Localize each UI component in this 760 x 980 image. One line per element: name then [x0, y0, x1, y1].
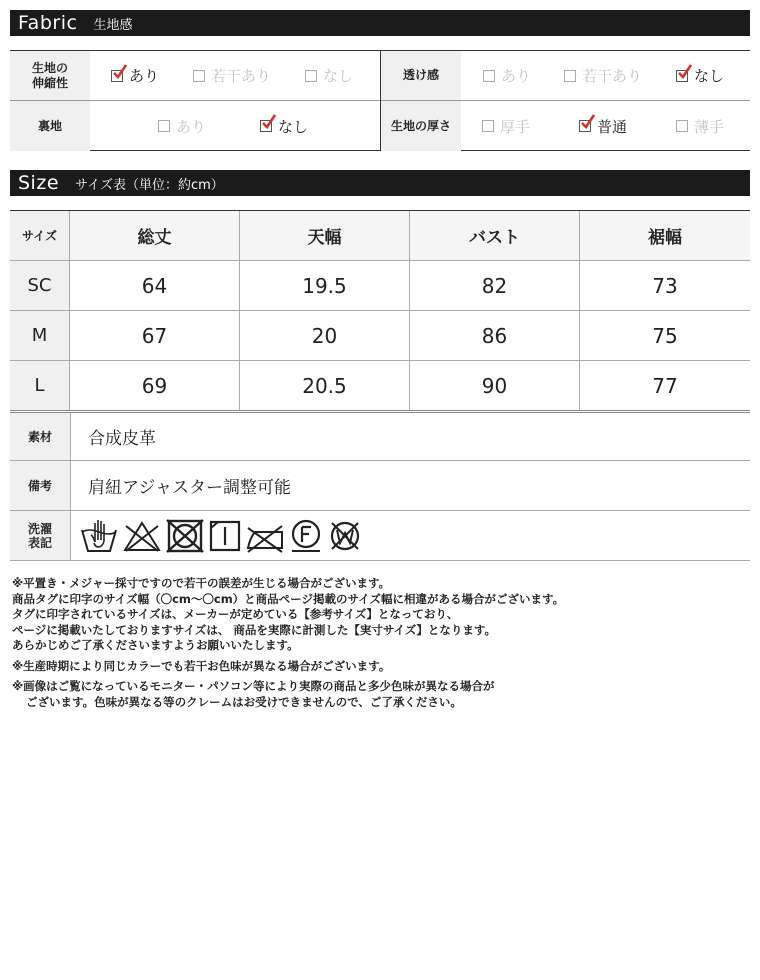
table-row	[10, 261, 750, 311]
note-line: ※平置き・メジャー採寸ですので若干の誤差が生じる場合がございます。	[12, 576, 391, 590]
table-cell: 77	[652, 373, 678, 398]
material-row	[10, 413, 750, 461]
note-line: ※生産時期により同じカラーでも若干お色味が異なる場合がございます。	[12, 658, 391, 673]
size-label: L	[10, 361, 70, 410]
checked-box-icon	[260, 120, 272, 132]
unchecked-box-icon	[193, 70, 205, 82]
thickness-option-thin: 薄手	[676, 101, 724, 151]
column-header-bust: バスト	[410, 211, 580, 260]
remarks-value: 肩紐アジャスター調整可能	[70, 461, 750, 510]
unchecked-box-icon	[483, 70, 495, 82]
stretch-option-yes: あり	[111, 51, 159, 100]
table-cell: 69	[70, 361, 240, 410]
unchecked-box-icon	[676, 120, 688, 132]
checked-box-icon	[579, 120, 591, 132]
remarks-row	[10, 461, 750, 511]
stretch-option-slight: 若干あり	[193, 51, 271, 100]
no-tumble-dry-icon	[165, 518, 205, 554]
thickness-option-thick: 厚手	[482, 101, 530, 151]
thickness-label: 生地の厚さ	[381, 101, 461, 151]
unchecked-box-icon	[482, 120, 494, 132]
column-header-top-width: 天幅	[240, 211, 410, 260]
table-cell: 86	[410, 311, 580, 360]
stretch-label: 生地の 伸縮性	[10, 51, 90, 100]
unchecked-box-icon	[564, 70, 576, 82]
dry-clean-f-icon	[288, 518, 324, 554]
fabric-section-header	[10, 10, 750, 36]
size-table	[10, 210, 750, 413]
table-row	[10, 361, 750, 413]
thickness-option-normal: 普通	[579, 101, 627, 151]
lining-option-yes: あり	[158, 101, 206, 151]
material-value: 合成皮革	[70, 413, 750, 460]
remarks-label: 備考	[10, 461, 70, 510]
column-header-hem-width: 裾幅	[580, 211, 750, 260]
fabric-title-jp: 生地感	[93, 17, 133, 33]
size-title-en: Size	[18, 172, 60, 194]
table-cell: 20	[240, 311, 410, 360]
lining-option-no: なし	[260, 101, 308, 151]
table-cell: 73	[652, 273, 678, 298]
table-cell: 82	[410, 261, 580, 310]
no-wet-clean-icon	[327, 518, 363, 554]
note-line: ページに掲載いたしておりますサイズは、 商品を実際に計測した【実寸サイズ】となります。	[12, 622, 497, 637]
table-cell: 67	[70, 311, 240, 360]
sheerness-option-slight: 若干あり	[564, 51, 642, 100]
size-label: M	[10, 311, 70, 360]
table-cell: 20.5	[240, 361, 410, 410]
line-dry-icon	[208, 518, 242, 554]
no-bleach-icon	[122, 518, 162, 554]
table-cell: 75	[652, 323, 678, 348]
fabric-table	[10, 50, 750, 151]
unchecked-box-icon	[305, 70, 317, 82]
stretch-option-no: なし	[305, 51, 353, 100]
care-label: 洗濯 表記	[10, 511, 70, 560]
care-symbols	[70, 511, 750, 560]
sheerness-label: 透け感	[381, 51, 461, 100]
note-line: タグに印字されているサイズは、メーカーが定めている【参考サイズ】となっており、	[12, 607, 459, 621]
sheerness-option-no: なし	[676, 51, 724, 100]
sheerness-option-yes: あり	[483, 51, 531, 100]
note-line: あらかじめご了承くださいますようお願いいたします。	[12, 638, 299, 652]
unchecked-box-icon	[158, 120, 170, 132]
no-iron-icon	[245, 518, 285, 554]
size-section-header	[10, 170, 750, 196]
table-cell: 19.5	[240, 261, 410, 310]
care-row	[10, 511, 750, 561]
note-line: 商品タグに印字のサイズ幅（〇cm〜〇cm）と商品ページ掲載のサイズ幅に相違がある場合がございます。	[12, 591, 565, 606]
table-cell: 90	[410, 361, 580, 410]
note-line: ございます。色味が異なる等のクレームはお受けできませんので、ご了承ください。	[26, 694, 462, 709]
hand-wash-icon	[79, 518, 119, 554]
fabric-title-en: Fabric	[18, 12, 78, 34]
fabric-divider	[380, 51, 381, 150]
size-title-jp: サイズ表（単位：約cm）	[75, 177, 224, 193]
size-table-header-row	[10, 211, 750, 261]
size-column-header: サイズ	[10, 211, 70, 260]
checked-box-icon	[111, 70, 123, 82]
size-label: SC	[10, 261, 70, 310]
column-header-length: 総丈	[70, 211, 240, 260]
notes	[12, 576, 750, 710]
material-label: 素材	[10, 413, 70, 460]
checked-box-icon	[676, 70, 688, 82]
table-row	[10, 311, 750, 361]
note-line: ※画像はご覧になっているモニター・パソコン等により実際の商品と多少色味が異なる場合が	[12, 679, 495, 693]
table-cell: 64	[70, 261, 240, 310]
lining-label: 裏地	[10, 101, 90, 151]
